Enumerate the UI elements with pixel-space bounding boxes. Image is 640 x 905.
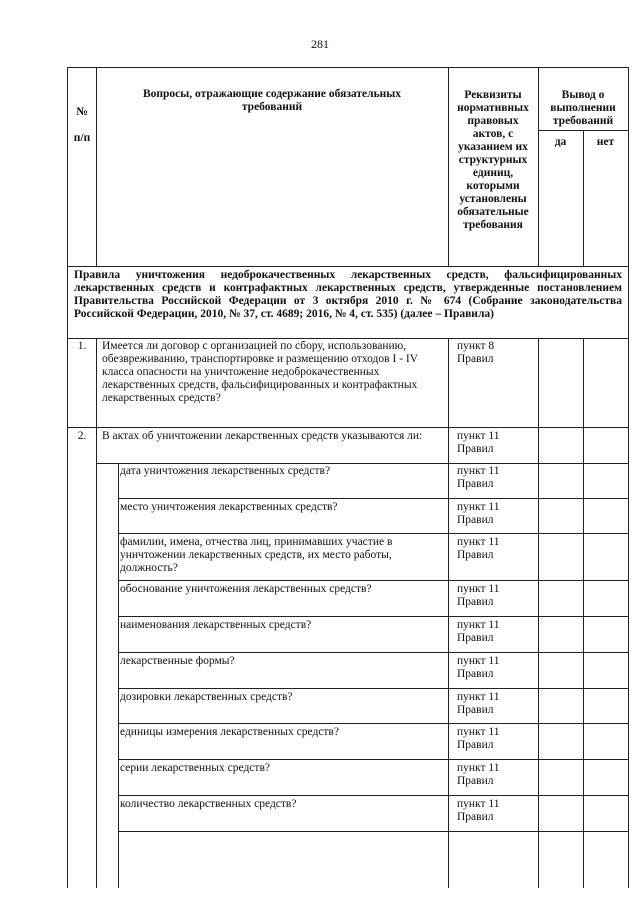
- ref-line: пункт 11: [457, 655, 500, 667]
- row-divider: [118, 831, 628, 832]
- ref-line: Правил: [457, 478, 494, 490]
- ref-line: Правил: [457, 668, 494, 680]
- ref-line: Правил: [457, 811, 494, 823]
- header-requisites-line: структурных: [458, 154, 528, 166]
- header-yes: да: [554, 136, 567, 148]
- subrow-reference: [448, 691, 538, 717]
- row-divider: [118, 498, 628, 499]
- row-divider: [68, 427, 628, 428]
- header-question-line: Вопросы, отражающие содержание обязательных: [142, 88, 402, 100]
- header-result-line: Вывод о: [561, 89, 605, 101]
- row-reference: [448, 430, 538, 456]
- row-divider: [118, 533, 628, 534]
- ref-line: пункт 11: [457, 726, 500, 738]
- col-divider: [118, 463, 119, 888]
- subrow-question: серии лекарственных средств?: [120, 762, 270, 774]
- ref-line: Правил: [457, 514, 494, 526]
- subrow-reference: [448, 798, 538, 824]
- ref-line: пункт 11: [457, 619, 500, 631]
- row-divider: [118, 616, 628, 617]
- row-num: 2.: [77, 430, 87, 442]
- subrow-reference: [448, 501, 538, 527]
- ref-line: Правил: [457, 549, 494, 561]
- subrow-question: место уничтожения лекарственных средств?: [120, 501, 338, 513]
- subrow-question: наименования лекарственных средств?: [120, 619, 312, 631]
- ref-line: Правил: [457, 443, 494, 455]
- section-title: [68, 266, 628, 338]
- header-no: нет: [596, 136, 615, 148]
- header-requisites-line: Реквизиты: [464, 89, 522, 101]
- ref-line: пункт 11: [457, 583, 500, 595]
- row-divider: [538, 130, 628, 131]
- row-divider: [118, 759, 628, 760]
- page-number: 281: [311, 37, 329, 51]
- header-requisites-line: обязательные: [457, 206, 529, 218]
- header-question-line: требований: [241, 101, 303, 113]
- header-result-line: требований: [552, 115, 614, 127]
- subrow-reference: [448, 536, 538, 562]
- header-requisites-line: актов, с: [472, 128, 514, 140]
- header-num-sign: №: [76, 106, 88, 118]
- col-divider: [583, 338, 584, 888]
- col-divider: [96, 338, 97, 888]
- requirements-table: [67, 67, 629, 888]
- subrow-reference: [448, 583, 538, 609]
- header-requisites-line: нормативных: [457, 102, 529, 114]
- subrow-question: количество лекарственных средств?: [120, 798, 297, 810]
- ref-line: пункт 11: [457, 798, 500, 810]
- ref-line: Правил: [457, 775, 494, 787]
- header-requisites-line: правовых: [467, 115, 519, 127]
- subrow-reference: [448, 465, 538, 491]
- row-divider: [118, 688, 628, 689]
- ref-line: пункт 11: [457, 501, 500, 513]
- header-requisites: [448, 89, 538, 232]
- subrow-question: обоснование уничтожения лекарственных средств?: [120, 583, 372, 595]
- row-divider: [118, 723, 628, 724]
- row-question: Имеется ли договор с организацией по сбору, использованию, обезвреживанию, транспортировке и размещению отходов I - IV класса опасности на уничтожение недоброкачественных лекарственных средств, фальсифицированных и контрафактных лекарственных средств?: [102, 340, 418, 404]
- col-divider: [538, 338, 539, 888]
- header-result-line: выполнении: [550, 102, 616, 114]
- header-num-pp: п/п: [73, 132, 91, 144]
- subrow-reference: [448, 726, 538, 752]
- row-divider: [96, 463, 628, 464]
- section-title-text: Правила уничтожения недоброкачественных лекарственных средств, фальсифицированных лекарственных средств и контрафактных лекарственных средств, утвержденные постановлением Правительства Российской Федерации от 3 октября 2010 г. № 674 (Собрание законодательства Российской Федерации, 2010, № 37, ст. 4689; 2016, № 4, ст. 535) (далее – Правила): [74, 269, 622, 320]
- header-requisites-line: требования: [463, 219, 523, 231]
- header-requisites-line: указанием их: [458, 141, 528, 153]
- subrow-question: дата уничтожения лекарственных средств?: [120, 465, 331, 477]
- subrow-question: лекарственные формы?: [120, 655, 235, 667]
- header-requisites-line: установлены: [459, 193, 527, 205]
- ref-line: пункт 11: [457, 430, 500, 442]
- subrow-question: фамилии, имена, отчества лиц, принимавших участие в уничтожении лекарственных средств, их место работы, должность?: [120, 536, 393, 574]
- header-requisites-line: единиц,: [472, 167, 514, 179]
- header-question: [96, 88, 448, 114]
- header-num: [68, 106, 96, 145]
- ref-line: пункт 11: [457, 691, 500, 703]
- subrow-question: единицы измерения лекарственных средств?: [120, 726, 339, 738]
- row-divider: [118, 580, 628, 581]
- ref-line: Правил: [457, 739, 494, 751]
- subrow-reference: [448, 762, 538, 788]
- row-divider: [118, 795, 628, 796]
- ref-line: Правил: [457, 596, 494, 608]
- subrow-reference: [448, 655, 538, 681]
- row-question: В актах об уничтожении лекарственных средств указываются ли:: [102, 430, 423, 442]
- ref-line: пункт 11: [457, 465, 500, 477]
- header-requisites-line: которыми: [466, 180, 520, 192]
- row-divider: [68, 338, 628, 339]
- row-reference: [448, 340, 538, 366]
- ref-line: Правил: [457, 632, 494, 644]
- header-result: [538, 89, 628, 128]
- subrow-question: дозировки лекарственных средств?: [120, 691, 293, 703]
- ref-line: Правил: [457, 353, 494, 365]
- row-num: 1.: [77, 340, 87, 352]
- col-divider: [583, 130, 584, 266]
- subrow-reference: [448, 619, 538, 645]
- row-divider: [118, 652, 628, 653]
- ref-line: пункт 8: [457, 340, 495, 352]
- ref-line: пункт 11: [457, 762, 500, 774]
- ref-line: пункт 11: [457, 536, 500, 548]
- ref-line: Правил: [457, 704, 494, 716]
